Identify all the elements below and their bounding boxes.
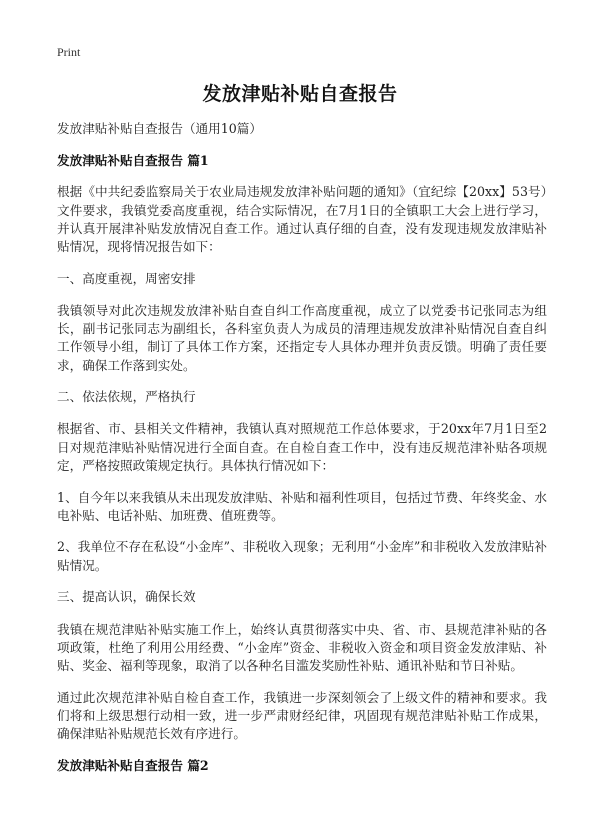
paragraph-conclusion: 通过此次规范津补贴自检自查工作，我镇进一步深刻领会了上级文件的精神和要求。我们将和上级思想行动相一致，进一步严肃财经纪律，巩固现有规范津贴补贴工作成果，确保津贴补贴规范长效有序进行。 (57, 689, 547, 742)
list-item-1: 1、自今年以来我镇从未出现发放津贴、补贴和福利性项目，包括过节费、年终奖金、水电补贴、电话补贴、加班费、值班费等。 (57, 489, 547, 523)
paragraph-section-2: 根据省、市、县相关文件精神，我镇认真对照规范工作总体要求，于20xx年7月1日至2日对规范津贴补贴情况进行全面自查。在自检自查工作中，没有违反规范津补贴各项规定，严格按照政策规定执行。具体执行情况如下： (57, 421, 547, 473)
page-title: 发放津贴补贴自查报告 (202, 83, 398, 105)
article-2-heading: 发放津贴补贴自查报告 篇2 (57, 757, 209, 773)
document-body (57, 120, 547, 788)
article-1-heading: 发放津贴补贴自查报告 篇1 (57, 153, 209, 169)
paragraph-section-3: 我镇在规范津贴补贴实施工作上，始终认真贯彻落实中央、省、市、县规范津补贴的各项政策，杜绝了利用公用经费、“小金库”资金、非税收入资金和项目资金发放津贴、补贴、奖金、福利等现象，取消了以各种名目滥发奖励性补贴、通讯补贴和节日补贴。 (57, 621, 547, 673)
paragraph-intro: 根据《中共纪委监察局关于农业局违规发放津补贴问题的通知》（宜纪综【20xx】53号）文件要求，我镇党委高度重视，结合实际情况，在7月1日的全镇职工大会上进行学习，并认真开展津补贴发放情况自查工作。通过认真仔细的自查，没有发现违规发放津贴补贴情况，现将情况报告如下： (57, 184, 547, 255)
list-item-2: 2、我单位不存在私设“小金库”、非税收入现象；无利用“小金库”和非税收入发放津贴补贴情况。 (57, 539, 547, 573)
section-heading-2: 二、依法依规，严格执行 (57, 389, 196, 405)
paragraph-section-1: 我镇领导对此次违规发放津补贴自查自纠工作高度重视，成立了以党委书记张同志为组长，副书记张同志为副组长，各科室负责人为成员的清理违规发放津补贴情况自查自纠工作领导小组，制订了具体工作方案，还指定专人具体办理并负责反馈。明确了责任要求，确保工作落到实处。 (57, 302, 547, 373)
section-heading-3: 三、提高认识，确保长效 (57, 589, 196, 605)
section-heading-1: 一、高度重视，周密安排 (57, 270, 196, 286)
document-subtitle: 发放津贴补贴自查报告（通用10篇） (57, 121, 262, 136)
print-link[interactable]: Print (57, 45, 81, 59)
